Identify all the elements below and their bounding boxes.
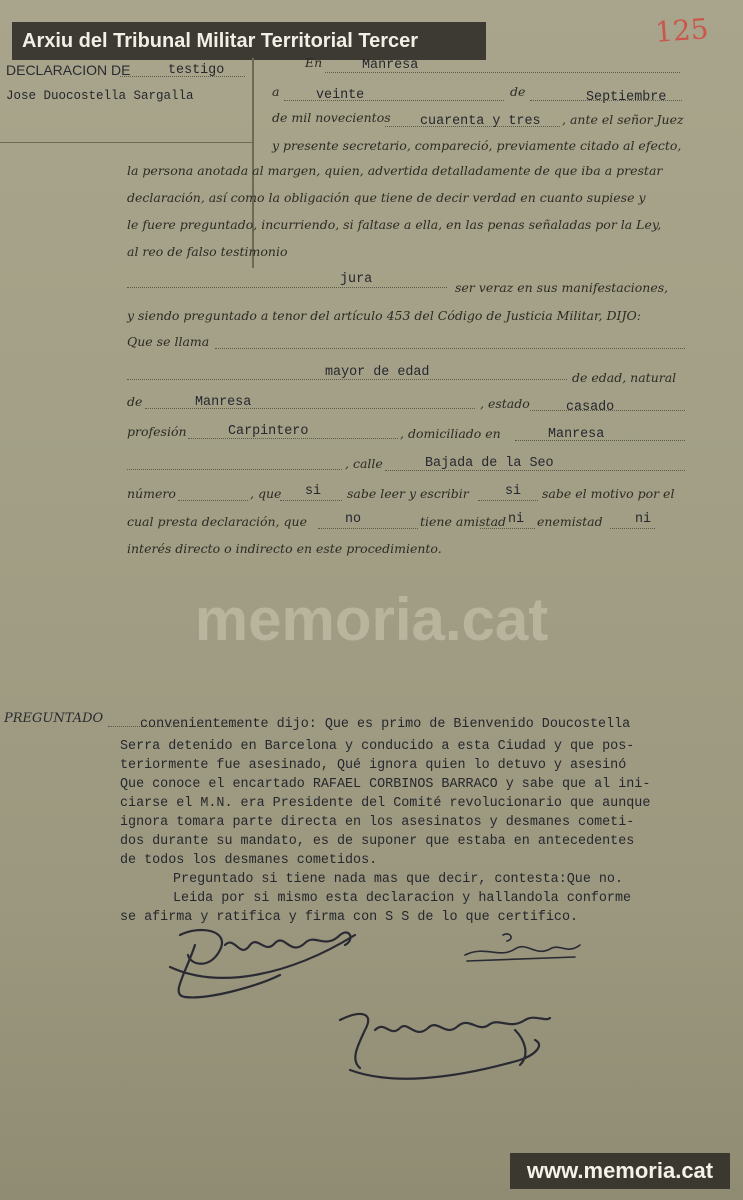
form-text: de — [127, 394, 143, 409]
friendship-value: no — [345, 512, 362, 527]
form-text: tiene amistad — [420, 514, 507, 529]
form-text: de edad, natural — [572, 370, 677, 385]
form-text: interés directo o indirecto en este procedimiento. — [127, 541, 442, 556]
declarant-name: Jose Duocostella Sargalla — [6, 89, 194, 103]
page-number: 125 — [653, 12, 710, 49]
testimony-line: Serra detenido en Barcelona y conducido a esta Ciudad y que pos- — [120, 739, 635, 754]
form-text: enemistad — [537, 514, 603, 529]
form-text: , calle — [345, 456, 383, 471]
form-text: En — [305, 55, 323, 70]
profession-value: Carpintero — [228, 424, 309, 439]
year-value: cuarenta y tres — [420, 114, 541, 129]
reads-value: si — [305, 484, 322, 499]
testimony-line: dos durante su mandato, es de suponer que estaba en antecedentes — [120, 834, 635, 849]
testimony-line: convenientemente dijo: Que es primo de Bienvenido Doucostella — [140, 717, 631, 732]
archive-banner: Arxiu del Tribunal Militar Territorial Tercer — [12, 22, 486, 60]
testimony-line: ignora tomara parte directa en los asesinatos y desmanes cometi- — [120, 815, 635, 830]
knows-motive-value: si — [505, 484, 522, 499]
form-text: , que — [250, 486, 282, 501]
form-text: número — [127, 486, 176, 501]
form-text: , domiciliado en — [400, 426, 501, 441]
judge-signature — [320, 990, 570, 1090]
city-value: Manresa — [362, 58, 419, 73]
form-text: , ante el señor Juez — [562, 112, 684, 127]
preguntado-label: PREGUNTADO — [4, 711, 104, 726]
testimony-line: se afirma y ratifica y firma con S S de lo que certifico. — [120, 910, 579, 925]
clerk-signature — [455, 925, 595, 970]
watermark: memoria.cat — [194, 586, 549, 653]
dotted-line — [318, 528, 418, 529]
dotted-line — [280, 500, 342, 501]
dotted-line — [480, 528, 535, 529]
dotted-line — [127, 469, 342, 470]
form-text: profesión — [127, 424, 187, 439]
testimony-line: Leida por si mismo esta declaracion y hallandola conforme — [173, 891, 632, 906]
form-text: y siendo preguntado a tenor del artículo 453 del Código de Justicia Militar, DIJO: — [127, 308, 641, 323]
interest-value: ni — [635, 512, 652, 527]
form-text: sabe leer y escribir — [347, 486, 469, 501]
form-text: , estado — [480, 396, 530, 411]
civil-status-value: casado — [566, 400, 615, 415]
margin-rule — [0, 142, 252, 143]
form-text: cual presta declaración, que — [127, 514, 307, 529]
form-text: la persona anotada al margen, quien, advertida detalladamente de que iba a prestar — [127, 163, 663, 178]
dotted-line — [127, 287, 447, 288]
dotted-line — [610, 528, 655, 529]
form-text: declaración, así como la obligación que tiene de decir verdad en cuanto supiese y — [127, 190, 646, 205]
site-footer: www.memoria.cat — [510, 1153, 730, 1189]
testimony-line: de todos los desmanes cometidos. — [120, 853, 378, 868]
age-value: mayor de edad — [325, 365, 430, 380]
testimony-line: Que conoce el encartado RAFAEL CORBINOS BARRACO y sabe que al ini- — [120, 777, 651, 792]
dotted-line — [178, 500, 248, 501]
form-text: al reo de falso testimonio — [127, 244, 288, 259]
form-text: ser veraz en sus manifestaciones, — [455, 280, 669, 295]
testimony-line: teriormente fue asesinado, Qué ignora quien lo detuvo y asesinó — [120, 758, 627, 773]
street-value: Bajada de la Seo — [425, 456, 554, 471]
form-text: de — [510, 84, 526, 99]
form-text: a — [272, 84, 280, 99]
testimony-line: Preguntado si tiene nada mas que decir, contesta:Que no. — [173, 872, 623, 887]
birthplace-value: Manresa — [195, 395, 252, 410]
form-text: Que se llama — [127, 334, 210, 349]
day-value: veinte — [316, 88, 365, 103]
dotted-line — [215, 348, 685, 349]
form-text: de mil novecientos — [272, 110, 391, 125]
enmity-value: ni — [508, 512, 525, 527]
oath-value: jura — [340, 272, 373, 287]
form-text: sabe el motivo por el — [542, 486, 675, 501]
testimony-line: ciarse el M.N. era Presidente del Comité revolucionario que aunque — [120, 796, 651, 811]
declaration-title: DECLARACION DE — [6, 62, 131, 78]
dotted-line — [478, 500, 538, 501]
form-text: y presente secretario, compareció, previamente citado al efecto, — [272, 138, 682, 153]
month-value: Septiembre — [586, 90, 667, 105]
form-text: le fuere preguntado, incurriendo, si faltase a ella, en las penas señaladas por la Ley, — [127, 217, 662, 232]
residence-value: Manresa — [548, 427, 605, 442]
declarant-role: testigo — [168, 63, 225, 78]
